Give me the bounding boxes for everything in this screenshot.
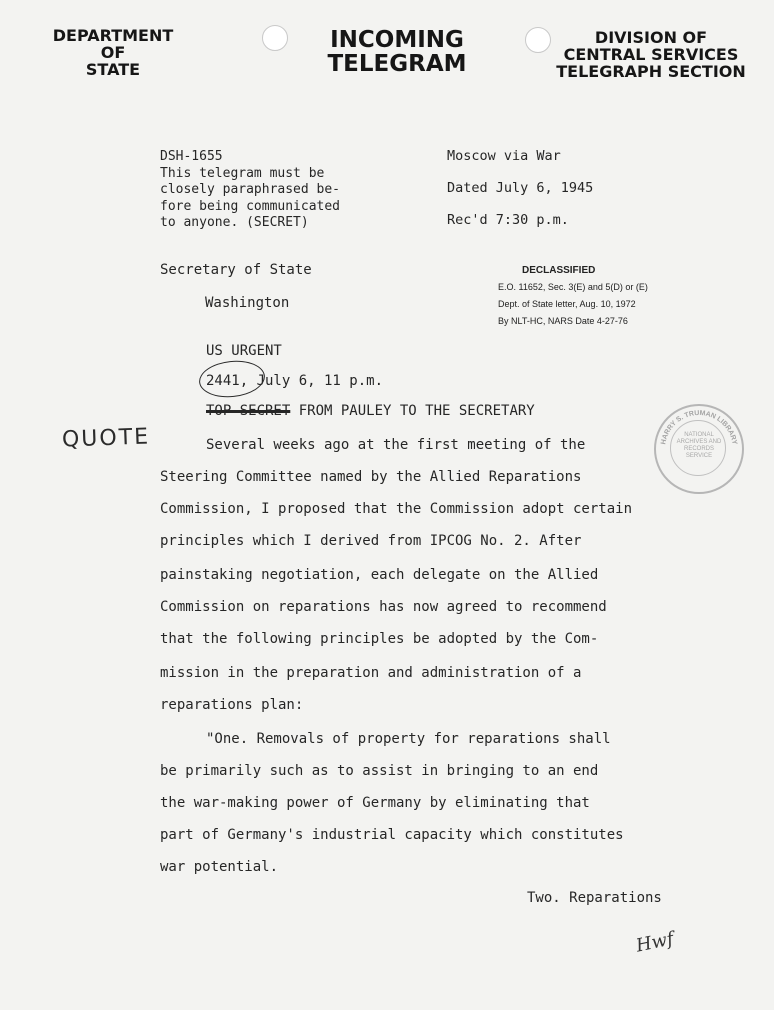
department-line-1: DEPARTMENT <box>52 26 174 45</box>
initials: Hwf <box>634 928 676 957</box>
routing: FROM PAULEY TO THE SECRETARY <box>298 403 535 419</box>
date-received: Rec'd 7:30 p.m. <box>447 212 569 228</box>
declassified-title: DECLASSIFIED <box>522 265 596 276</box>
address-city: Washington <box>205 295 290 311</box>
body-line: principles which I derived from IPCOG No. 2. After <box>160 533 582 549</box>
body-line: painstaking negotiation, each delegate on the Allied <box>160 567 599 583</box>
department-line-2: OF <box>100 42 126 62</box>
division-line-3: TELEGRAPH SECTION <box>556 61 746 81</box>
handling-line: closely paraphrased be- <box>160 182 341 197</box>
stamp-text: HARRY S. TRUMAN LIBRARY <box>660 409 738 446</box>
document-title <box>310 28 484 76</box>
body-line: war potential. <box>160 859 279 875</box>
margin-note: QUOTE <box>61 424 151 453</box>
body-line: the war-making power of Germany by eliminating that <box>160 795 590 811</box>
body-line: Commission on reparations has now agreed to recommend <box>160 599 607 615</box>
body-line: Commission, I proposed that the Commission adopt certain <box>160 501 633 517</box>
message-number-line <box>206 373 383 389</box>
handling-line: fore being communicated <box>160 198 341 214</box>
transmission-info <box>447 148 593 244</box>
telegram-id: DSH-1655 <box>160 149 223 164</box>
handling-instructions <box>160 149 340 232</box>
stamp-inner-line: NATIONAL <box>684 432 714 438</box>
handling-line: This telegram must be <box>160 165 325 181</box>
stamp-inner-text <box>670 432 728 460</box>
title-line-2: TELEGRAM <box>327 51 467 78</box>
addressee: Secretary of State <box>160 262 312 278</box>
urgency: US URGENT <box>206 343 282 359</box>
declassified-stamp <box>498 262 648 330</box>
punch-hole <box>262 25 288 51</box>
message-number: 2441 <box>206 373 240 389</box>
body-line: Several weeks ago at the first meeting of the <box>206 437 586 453</box>
body-line: that the following principles be adopted by the Com- <box>160 631 599 647</box>
department-line-3: STATE <box>85 59 141 79</box>
body-line: "One. Removals of property for reparations shall <box>206 731 611 747</box>
archive-stamp <box>654 404 744 494</box>
stamp-inner-line: SERVICE <box>685 453 713 459</box>
declassified-letter: Dept. of State letter, Aug. 10, 1972 <box>498 299 636 309</box>
date-sent: Dated July 6, 1945 <box>447 180 594 196</box>
division-header <box>548 30 754 80</box>
stamp-inner-line: ARCHIVES AND <box>676 439 722 445</box>
continuation-catchword: Two. Reparations <box>527 890 662 906</box>
declassified-authority: E.O. 11652, Sec. 3(E) and 5(D) or (E) <box>498 282 648 292</box>
title-line-1: INCOMING <box>330 27 464 53</box>
body-line: Steering Committee named by the Allied Reparations <box>160 469 582 485</box>
stamp-inner-line: RECORDS <box>683 446 714 452</box>
struck-classification: TOP SECRET <box>206 403 291 419</box>
routing-line <box>206 403 535 419</box>
handling-line: to anyone. (SECRET) <box>160 215 309 230</box>
department-header <box>42 28 184 78</box>
declassified-by: By NLT-HC, NARS Date 4-27-76 <box>498 316 628 326</box>
division-line-1: DIVISION OF <box>594 28 708 47</box>
body-line: reparations plan: <box>160 697 304 713</box>
body-line: be primarily such as to assist in bringing to an end <box>160 763 599 779</box>
origin: Moscow via War <box>447 148 561 164</box>
message-datetime: , July 6, 11 p.m. <box>239 373 384 389</box>
body-line: part of Germany's industrial capacity which constitutes <box>160 827 624 843</box>
body-line: mission in the preparation and administration of a <box>160 665 582 681</box>
division-line-2: CENTRAL SERVICES <box>563 44 739 64</box>
